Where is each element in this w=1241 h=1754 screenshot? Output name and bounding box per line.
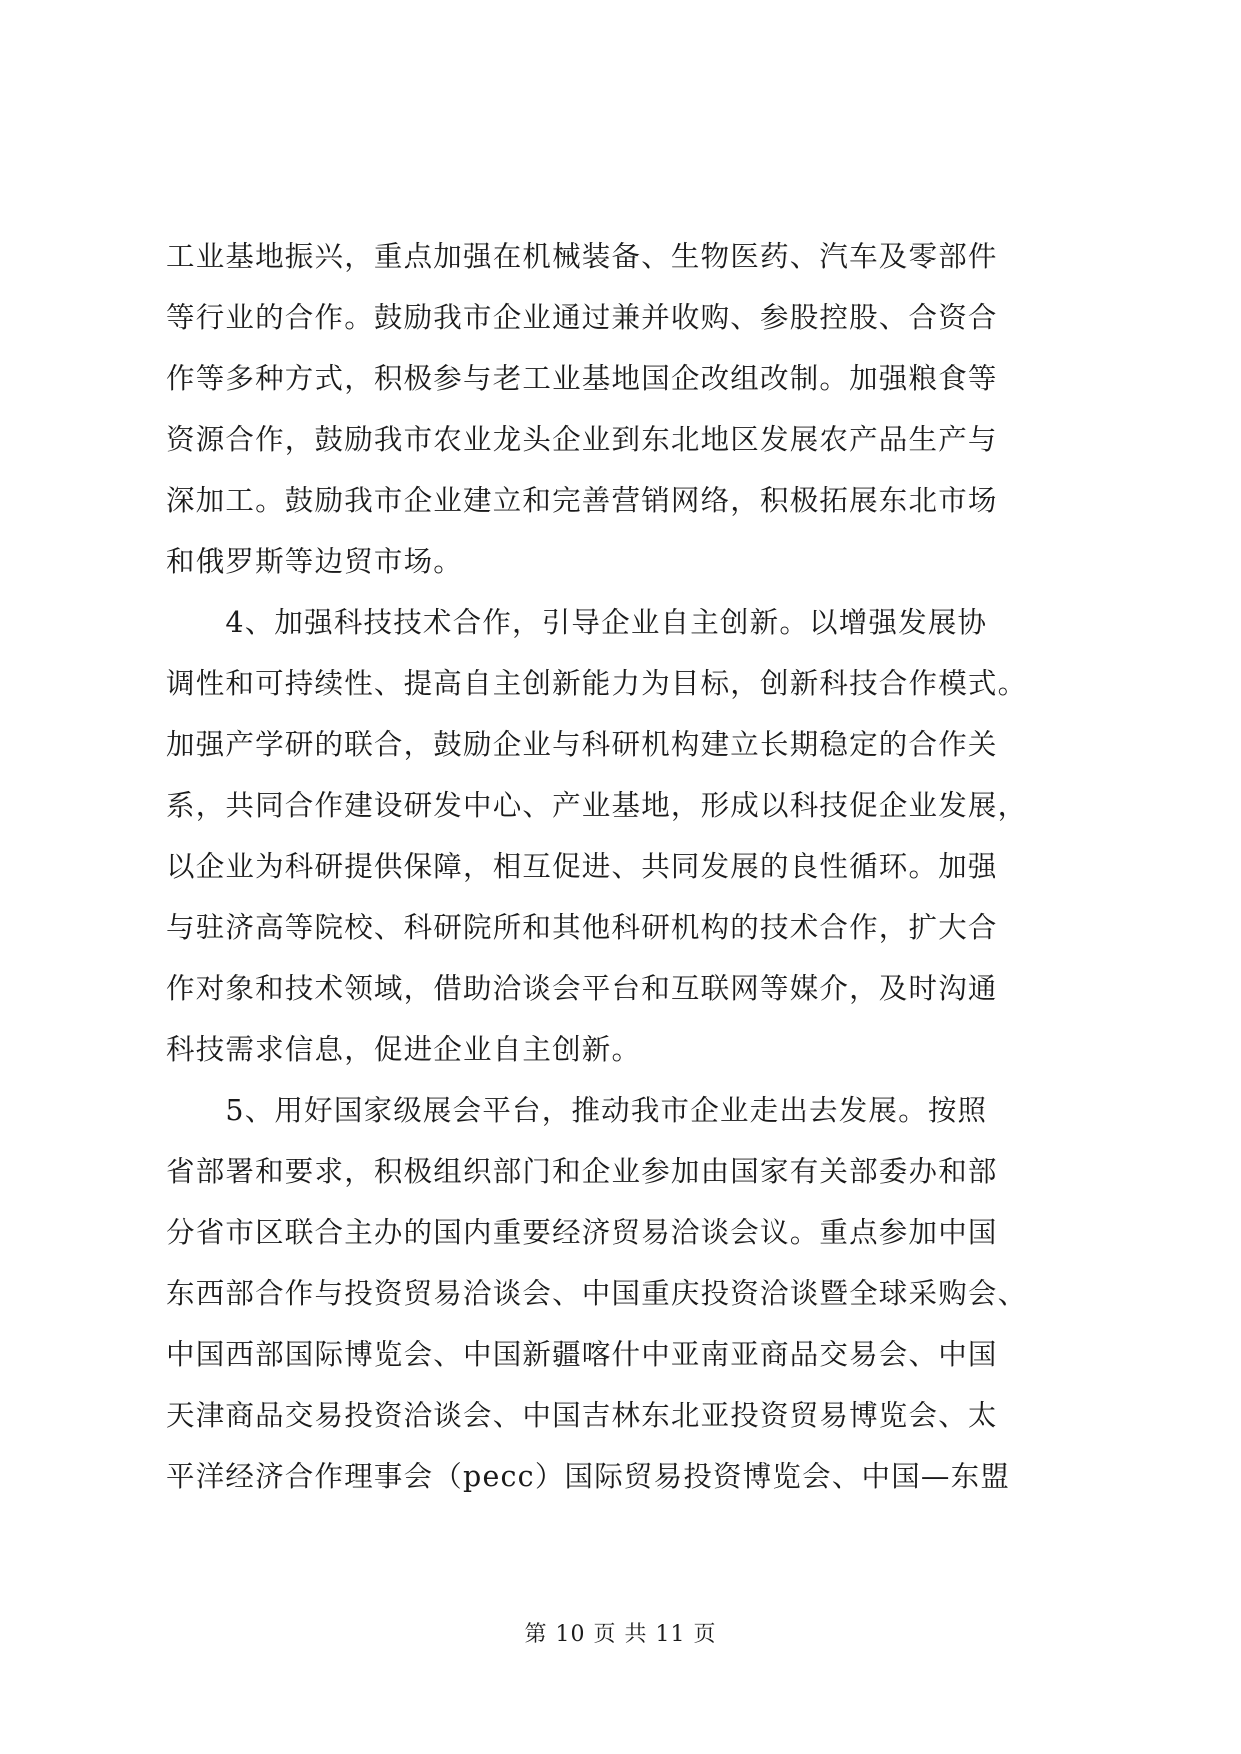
page-number-footer: 第 10 页 共 11 页 <box>524 1622 717 1647</box>
text-line: 深加工。鼓励我市企业建立和完善营销网络，积极拓展东北市场 <box>166 484 998 517</box>
text-line: 调性和可持续性、提高自主创新能力为目标，创新科技合作模式。 <box>166 667 1028 700</box>
text-line: 等行业的合作。鼓励我市企业通过兼并收购、参股控股、合资合 <box>166 301 998 334</box>
text-line: 东西部合作与投资贸易洽谈会、中国重庆投资洽谈暨全球采购会、 <box>166 1277 1028 1310</box>
paragraph-start-line: 4、加强科技技术合作，引导企业自主创新。以增强发展协 <box>166 606 988 639</box>
text-line: 作等多种方式，积极参与老工业基地国企改组改制。加强粮食等 <box>166 362 998 395</box>
text-line: 加强产学研的联合，鼓励企业与科研机构建立长期稳定的合作关 <box>166 728 998 761</box>
text-line: 天津商品交易投资洽谈会、中国吉林东北亚投资贸易博览会、太 <box>166 1399 998 1432</box>
text-line: 作对象和技术领域，借助洽谈会平台和互联网等媒介，及时沟通 <box>166 972 998 1005</box>
text-line: 资源合作，鼓励我市农业龙头企业到东北地区发展农产品生产与 <box>166 423 998 456</box>
text-line: 科技需求信息，促进企业自主创新。 <box>166 1033 642 1066</box>
text-line: 和俄罗斯等边贸市场。 <box>166 545 464 578</box>
text-line: 分省市区联合主办的国内重要经济贸易洽谈会议。重点参加中国 <box>166 1216 998 1249</box>
text-line: 中国西部国际博览会、中国新疆喀什中亚南亚商品交易会、中国 <box>166 1338 998 1371</box>
text-line: 以企业为科研提供保障，相互促进、共同发展的良性循环。加强 <box>166 850 998 883</box>
text-line: 与驻济高等院校、科研院所和其他科研机构的技术合作，扩大合 <box>166 911 998 944</box>
text-line: 系，共同合作建设研发中心、产业基地，形成以科技促企业发展， <box>166 789 1028 822</box>
paragraph-start-line: 5、用好国家级展会平台，推动我市企业走出去发展。按照 <box>166 1094 988 1127</box>
text-line: 省部署和要求，积极组织部门和企业参加由国家有关部委办和部 <box>166 1155 998 1188</box>
body-text <box>166 226 1096 1507</box>
text-line: 平洋经济合作理事会（pecc）国际贸易投资博览会、中国—东盟 <box>166 1460 1011 1493</box>
text-line: 工业基地振兴，重点加强在机械装备、生物医药、汽车及零部件 <box>166 240 998 273</box>
